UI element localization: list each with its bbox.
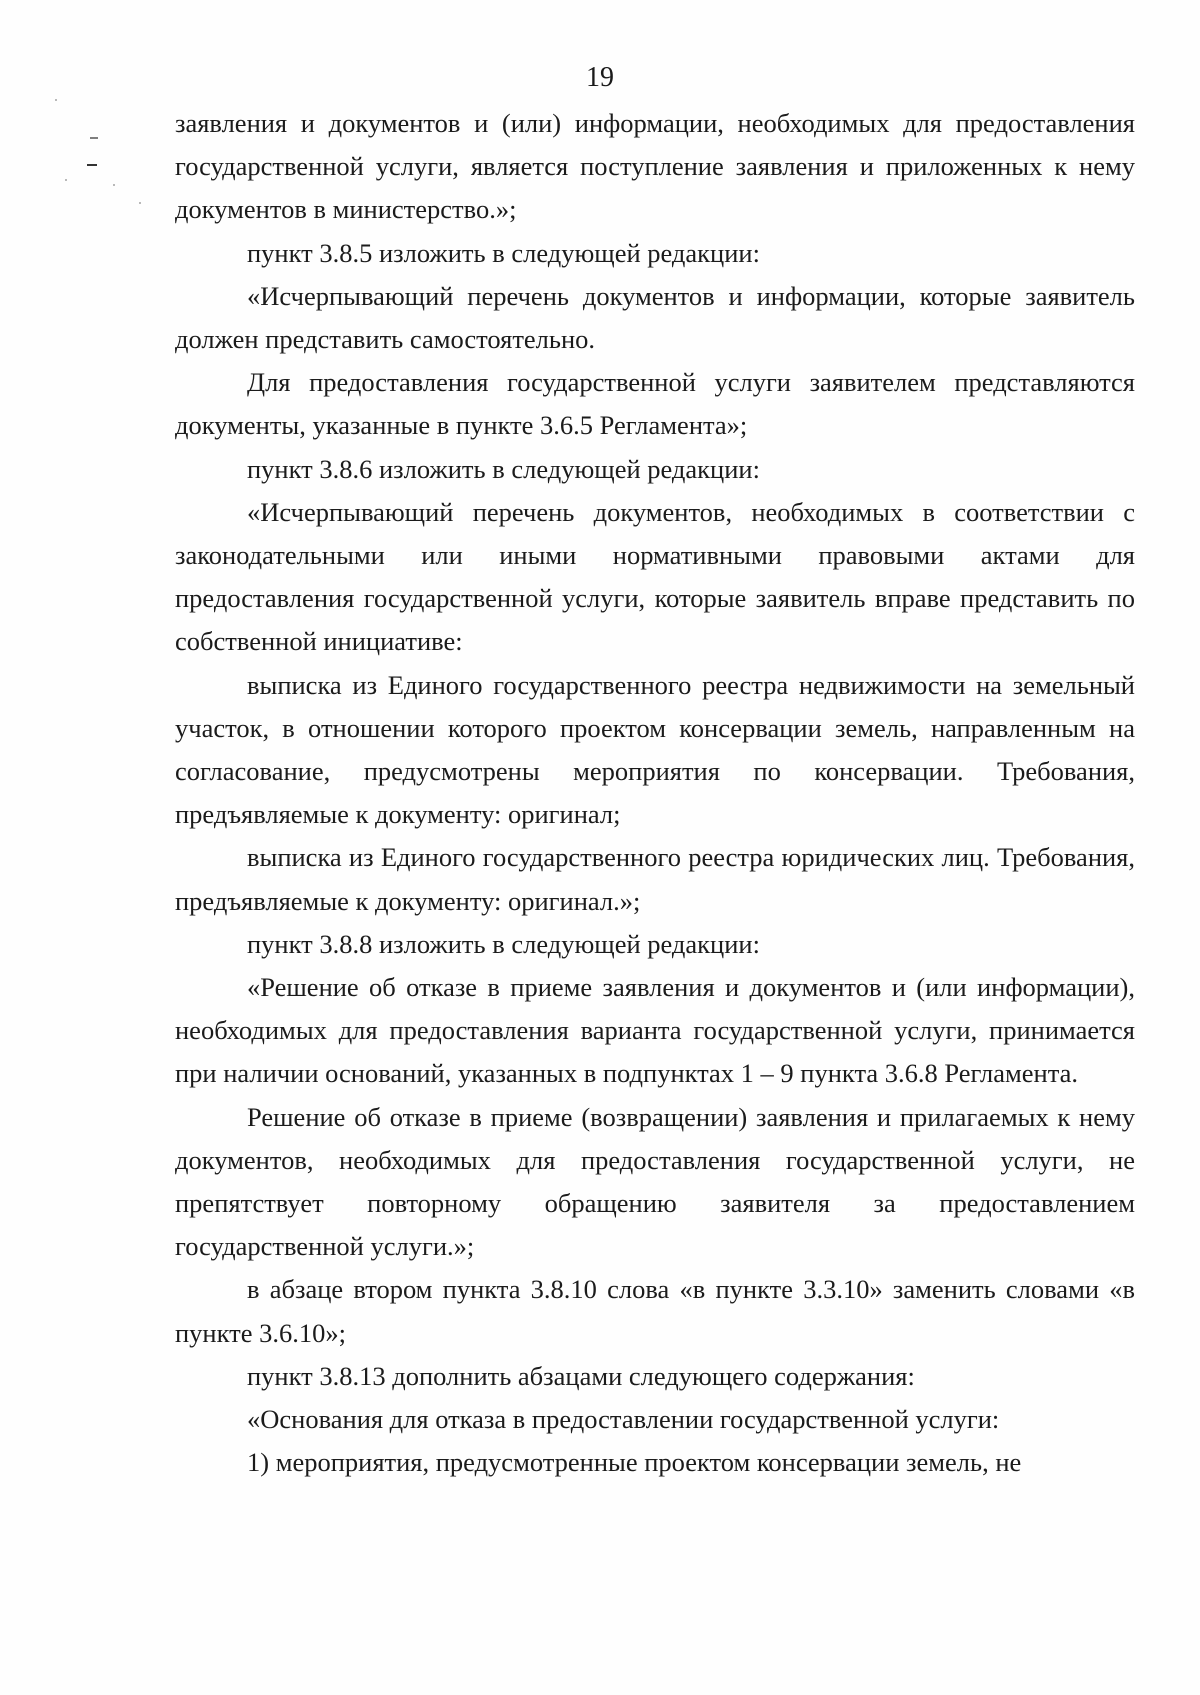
paragraph: пункт 3.8.8 изложить в следующей редакции: (247, 928, 760, 959)
paragraph: Решение об отказе в приеме (возвращении) заявления и прилагаемых к нему документов, необходимых для предоставления государственной услуги, не препятствует повторному обращению заявителя за предоставлением государственной услуги.»; (175, 1101, 1135, 1262)
paragraph: «Исчерпывающий перечень документов, необходимых в соответствии с законодательными или иными нормативными правовыми актами для предоставления государственной услуги, которые заявитель вправе представить по собственной инициативе: (175, 496, 1135, 657)
paragraph: в абзаце втором пункта 3.8.10 слова «в пункте 3.3.10» заменить словами «в пункте 3.6.10»; (175, 1274, 1135, 1348)
paragraph: «Основания для отказа в предоставлении государственной услуги: (247, 1404, 1000, 1435)
paragraph: пункт 3.8.6 изложить в следующей редакции: (247, 453, 760, 484)
paragraph: 1) мероприятия, предусмотренные проектом консервации земель, не (247, 1447, 1022, 1478)
paragraph: пункт 3.8.5 изложить в следующей редакции: (247, 237, 760, 268)
paragraph: «Решение об отказе в приеме заявления и документов и (или информации), необходимых для предоставления варианта государственной услуги, принимается при наличии оснований, указанных в подпунктах 1 – 9 пункта 3.6.8 Регламента. (175, 972, 1135, 1089)
paragraph: выписка из Единого государственного реестра недвижимости на земельный участок, в отношении которого проектом консервации земель, направленным на согласование, предусмотрены мероприятия по консервации. Требования, предъявляемые к документу: оригинал; (175, 669, 1135, 830)
document-body (175, 102, 1135, 1485)
paragraph: выписка из Единого государственного реестра юридических лиц. Требования, предъявляемые к документу: оригинал.»; (175, 842, 1135, 916)
margin-scan-marks (40, 95, 170, 235)
page-number: 19 (586, 62, 614, 93)
paragraph: Для предоставления государственной услуги заявителем представляются документы, указанные в пункте 3.6.5 Регламента»; (175, 367, 1135, 441)
paragraph: заявления и документов и (или) информации, необходимых для предоставления государственной услуги, является поступление заявления и приложенных к нему документов в министерство.»; (175, 108, 1135, 225)
paragraph: «Исчерпывающий перечень документов и информации, которые заявитель должен представить самостоятельно. (175, 280, 1135, 355)
paragraph: пункт 3.8.13 дополнить абзацами следующего содержания: (247, 1360, 915, 1391)
